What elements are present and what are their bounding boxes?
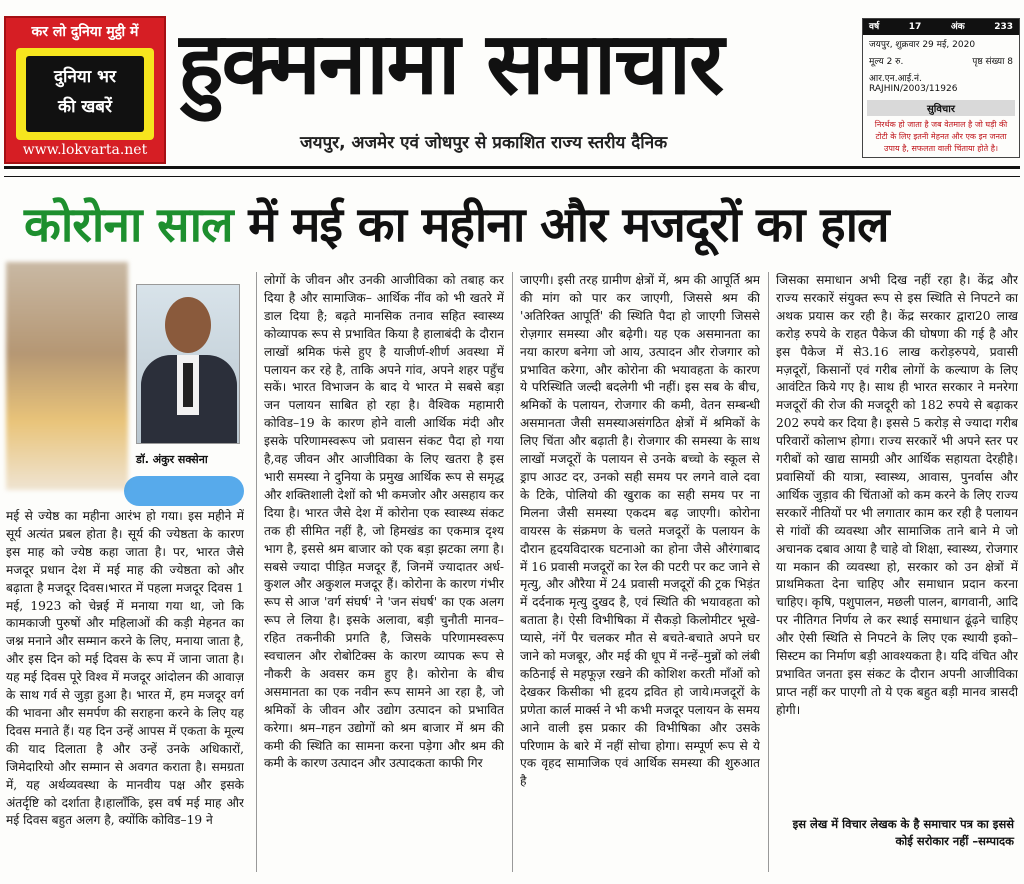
- column-divider: [768, 272, 769, 872]
- article-column-3: [520, 272, 760, 884]
- column-2-text: लोगों के जीवन और उनकी आजीविका को तबाह कर दिया है और सामाजिक– आर्थिक नींव को भी खतरे में डाल दिया है; बढ़ते मानसिक तनाव सहित स्वास्थ्य कोव्यापक रूप से प्रभावित किया है हालाबंदी के दौरान लाखों श्रमिक फंसे हुए है याजीर्ण-शीर्ण अवस्था में पलायन कर रहे है, ताकि अपने गांव, अपने शहर पहुँच सकें। भारत विभाजन के बाद ये भारत मे सबसे बड़ा जन पलायन साबित हो रहा है। वैश्विक महामारी कोविड–19 के कारण होने वाली आर्थिक मंदी और इसके परिणामस्वरूप जो प्रवासन संकट पैदा हो गया है,वह जीवन और आजीविका के लिए खतरा है इस भारी समस्या ने दुनिया के प्रमुख आर्थिक रूप से समृद्ध और शक्तिशाली देशों को भी कमजोर और असहाय कर दिया है। भारत जैसे देश में कोरोना एक स्वास्थ्य संकट तक ही सीमित नहीं है, जो हिमखंड का एकमात्र दृश्य भाग है, इससे श्रम बाजार को एक बड़ा झटका लगा है। सबसे ज्यादा पीड़ित मजदूर हैं, जिनमें ज्यादातर अर्ध-कुशल और अकुशल मजदूर हैं। कोरोना के कारण गंभीर रूप से आज 'वर्ग संघर्ष' ने 'जन संघर्ष' का एक अलग रूप ले लिया है। इसके अलावा, बड़ी चुनौती मानव–रहित तकनीकी प्रगति है, जिसके परिणामस्वरूप स्वचालन और रोबोटिक्स के कारण व्यापक रूप से नौकरी के अवसर कम हुए है। कोरोना के बीच असमानता का एक नवीन रूप सामने आ रहा है, जो श्रमिकों के जीवन और उद्योग उत्पादन को प्रभावित करेगा। श्रम–गहन उद्योगों को श्रम बाजार में श्रम की कमी की स्थिति का सामना करना पड़ेगा और श्रम की कमी के कारण उत्पादन और उत्पादकता काफी गिर: [264, 273, 504, 771]
- author-face: [165, 297, 211, 353]
- blurred-photo: [6, 262, 128, 490]
- ad-line-1: दुनिया भर: [54, 67, 116, 87]
- editor-disclaimer: इस लेख में विचार लेखक के है समाचार पत्र का इससे कोई सरोकार नहीं –सम्पादक: [792, 817, 1014, 848]
- article-headline: [24, 190, 1004, 260]
- issue-price: मूल्य 2 रु.: [869, 57, 904, 67]
- column-3-text: जाएगी। इसी तरह ग्रामीण क्षेत्रों में, श्रम की आपूर्ति श्रम की मांग को पार कर जाएगी, जिससे श्रम की 'अतिरिक्त आपूर्ति' की स्थिति पैदा हो जाएगी जिससे रोज़गार समस्या और बढ़ेगी। यह एक असमानता का नया कारण बनेगा जो आय, उत्पादन और रोजगार को प्रभावित करेगा, और कोरोना की भयावहता के कारण ये परिस्थिति जल्दी बदलेगी भी नहीं। इस सब के बीच, श्रमिकों के पलायन, रोजगार की कमी, वेतन सम्बन्धी असमानता जैसी समस्याअसंगठित क्षेत्रों में श्रमिकों के लिए चिंता और बढ़ाती है। रोजगार की समस्या के साथ लाखों मजदूरों के पलायन से उनके बच्चो के स्कूल से ड्राप आउट दर, उनको सही समय पर लगने वाले दवा के टिके, पोलियो की खुराक का सही समय पर ना मिलना जैसी समस्या एकदम बढ़ जाएगी। कोरोना वायरस के संक्रमण के चलते मजदूरों के पलायन के दौरान हृदयविदारक घटनाओ का होना जैसे औरंगाबाद में 16 प्रवासी मजदूरों का रेल की पटरी पर कट जाने से मृत्यु, और औरैया में 24 प्रवासी मजदूरों की ट्रक भिड़ंत में दर्दनाक मृत्यु दुखद है, एवं स्थिति की भयावहता को बताता है। ऐसी विभीषिका में सैकड़ो किलोमीटर भूखे-प्यासे, नंगें पैर चलकर मौत से बचते-बचाते अपने घर जाने को मजबूर, और मई की धूप में नन्हें–मुन्नों को लंबी कठिनाई से महफूज़ रखने की कोशिश करती माँओं को देखकर किसीका भी हृदय द्रवित हो जाये।मजदूरों के प्रणेता कार्ल मार्क्स ने भी कभी मजदूर पलायन के समय आने वाली इस प्रकार की विभीषिका और उसके परिणाम के बारे में नहीं सोचा होगा। सम्पूर्ण रूप से ये एक वृहद सामाजिक एवं आर्थिक समस्या की शुरुआत है: [520, 273, 760, 789]
- issue-label: अंक: [950, 22, 965, 32]
- ad-black-panel: [26, 56, 144, 132]
- author-photo: [136, 284, 240, 444]
- column-4-text: जिसका समाधान अभी दिख नहीं रहा है। केंद्र और राज्य सरकारें संयुक्त रूप से इस स्थिति से निपटने का अथक प्रयास कर रही है। केंद्र सरकार द्वारा20 लाख करोड़ रुपये के राहत पैकेज की घोषणा की गई है और इस पैकेज में से3.16 लाख करोड़रुपये, प्रवासी मज़दूरों, किसानों एवं गरीब लोगों के कल्याण के लिए आवंटित किये गए है। साथ ही भारत सरकार ने मनरेगा मजदूरों की रोज की मजदूरी को 182 रुपये से बढ़ाकर 202 रुपये कर दिया है। इससे 5 करोड़ से ज्यादा गरीब परिवारों कोलाभ होगा। राज्य सरकारें भी अपने स्तर पर गरीबों को खाद्य सामग्री और आर्थिक सहायता देरहीहै। प्रवासियों की यात्रा, स्वास्थ्य, आवास, पुनर्वास और आर्थिक जुड़ाव की चिंताओं को कम करने के लिए राज्य सरकारें नीतियों पर भी लगातार काम कर रही है पलायन से गांवों की व्यवस्था और सामाजिक ताने बाने मे जो अचानक दबाव आया है चाहे वो शिक्षा, स्वास्थ्य, रोजगार या मकान की व्यवस्था हो, सरकार को उन क्षेत्रों में प्राथमिकता देना चाहिए और समाधान प्रदान करना चाहिए। कृषि, पशुपालन, मछली पालन, बागवानी, आदि पर नीतिगत निर्णय ले कर स्थाई समाधान ढूंढ़ने चाहिए और ऐसी स्थिति से निपटने के लिए एक स्थायी इको–सिस्टम का निर्माण बड़ी आवश्यकता है। यदि वंचित और प्रभावित जनता इस संकट के दौरान अपनी आजीविका प्राप्त नहीं कर पाएगी तो ये एक बहुत बड़ी मानव त्रासदी होगी।: [776, 273, 1018, 717]
- lokvarta-ad[interactable]: [4, 16, 166, 164]
- author-name: डॉ. अंकुर सक्सेना: [136, 453, 208, 466]
- issue-bar: [863, 19, 1019, 35]
- ad-line-2: की खबरें: [58, 97, 112, 117]
- blue-redaction-mark: [124, 476, 244, 506]
- article-column-4: [776, 272, 1018, 812]
- article-column-2: [264, 272, 504, 884]
- column-divider: [512, 272, 513, 872]
- suvichar-text: निरर्थक हो जाता है जब वेतमाल है जो घड़ी की टोटी के लिए इतनी मेहनत और एक इन जनता उपाय है, सफलता वाली चिंताया होते है।: [874, 120, 1008, 153]
- issue-price-row: [863, 52, 1019, 69]
- column-divider: [256, 272, 257, 872]
- masthead-rule-thin: [4, 176, 1020, 177]
- issue-date: जयपुर, शुक्रवार 29 मई, 2020: [869, 40, 976, 50]
- headline-green: कोरोना साल: [24, 197, 233, 253]
- article-column-1: [6, 508, 244, 884]
- suvichar-heading: सुविचार: [867, 100, 1015, 116]
- issue-date-row: [863, 35, 1019, 52]
- column-1-text: मई से ज्येष्ठ का महीना आरंभ हो गया। इस महीने में सूर्य अत्यंत प्रबल होता है। सूर्य की ज्येष्ठता के कारण इस माह को ज्येष्ठ कहा जाता है। पर, भारत जैसे मजदूर प्रधान देश में मई माह की ज्येष्ठता को और बढ़ाता है मजदूर दिवस।भारत में पहला मजदूर दिवस 1 मई, 1923 को चेन्नई में मनाया गया था, जो कि कामकाजी पुरुषों और महिलाओं की कड़ी मेहनत का जश्न मनाने और सम्मान करने के लिए, मनाया जाता है, और इस दिन को मई दिवस के रूप में जाना जाता है। यह मई दिवस पूरे विश्व में मजदूर आंदोलन की आवाज़ के साथ गर्व से जुड़ा हुआ है। भारत में, हम मजदूर वर्ग की भावना और समर्पण की सराहना करने के लिए यह दिवस मनाते हैं। यह दिन उन्हें आपस में एकता के मूल्य की याद दिलाता है और उन्हें उनके अधिकारों, जिमेदारियो और सम्मान से अवगत कराता है। समग्रता में, यह अर्थव्यवस्था के मानवीय पक्ष और इसके अंतर्दृष्टि को दर्शाता है।हालाँकि, इस वर्ष मई माह और मई दिवस बहुत अलग है, क्योंकि कोविड–19 ने: [6, 509, 244, 828]
- ad-yellow-panel: [16, 48, 154, 140]
- issue-pages: पृष्ठ संख्या 8: [972, 57, 1013, 67]
- year-label: वर्ष: [869, 22, 880, 32]
- headline-rest: में मई का महीना और मजदूरों का हाल: [232, 197, 889, 253]
- ad-url[interactable]: www.lokvarta.net: [22, 142, 148, 158]
- newspaper-title: हुक्मनामा समाचार: [178, 13, 723, 114]
- author-tie: [183, 363, 193, 407]
- issue-reg: आर.एन.आई.नं. RAJHIN/2003/11926: [869, 74, 958, 94]
- newspaper-tagline: जयपुर, अजमेर एवं जोधपुर से प्रकाशित राज्य स्तरीय दैनिक: [300, 133, 668, 153]
- issue-info-box: [862, 18, 1020, 158]
- ad-slogan: कर लो दुनिया मुट्ठी में: [31, 24, 139, 40]
- issue-value: 233: [994, 22, 1013, 32]
- issue-reg-row: [863, 69, 1019, 96]
- masthead-rule: [4, 166, 1020, 169]
- year-value: 17: [908, 22, 922, 32]
